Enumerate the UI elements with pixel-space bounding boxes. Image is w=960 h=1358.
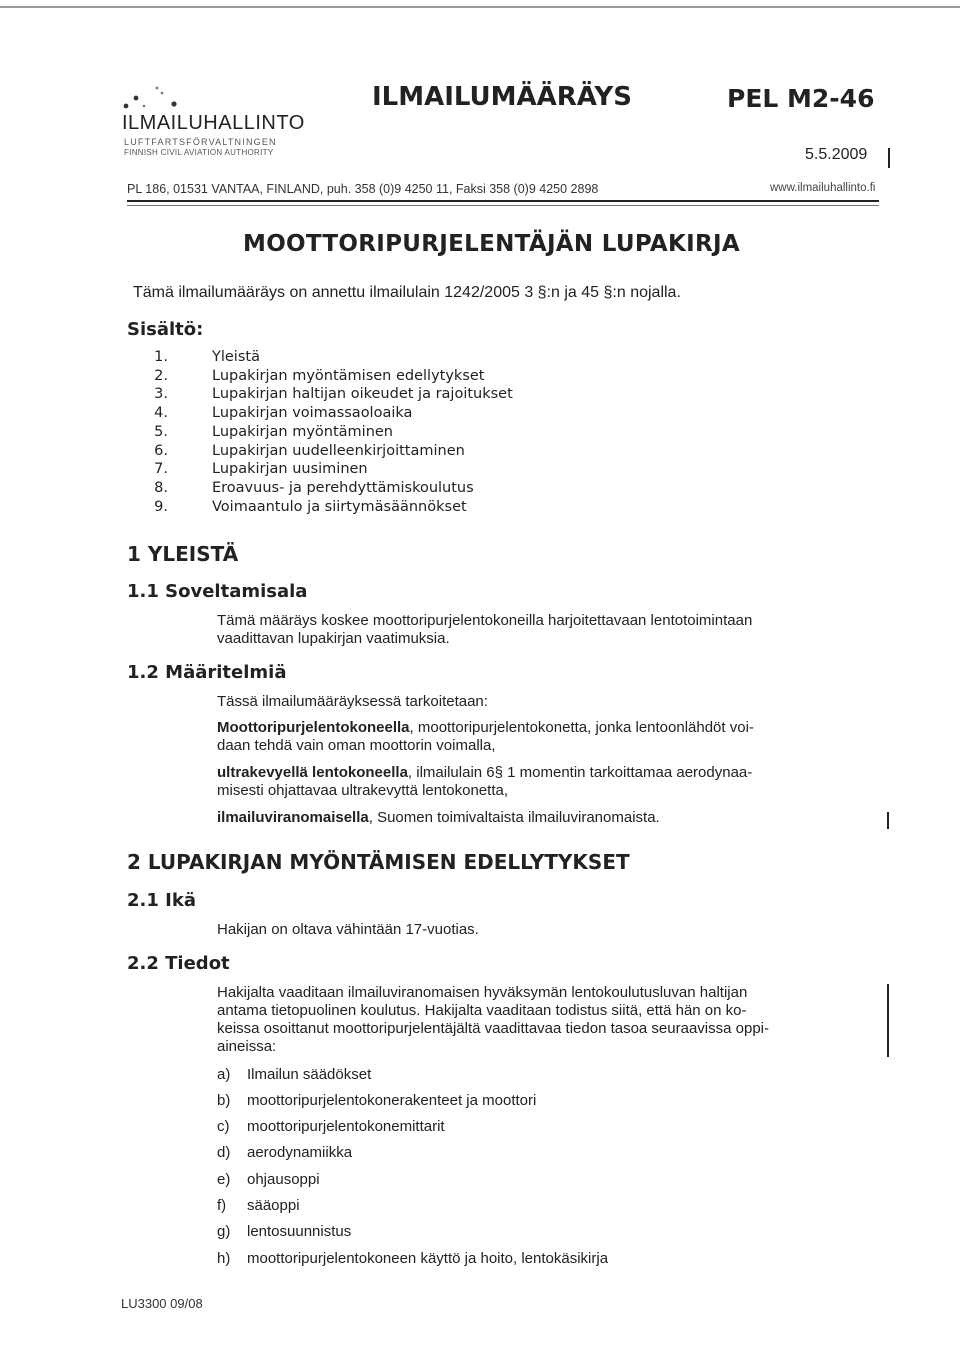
toc-item-label: Yleistä: [212, 349, 260, 365]
list-item-text: aerodynamiikka: [247, 1144, 353, 1161]
toc-item-number: 5.: [154, 424, 168, 440]
section-1-1-text-line: vaadittavan lupakirjan vaatimuksia.: [217, 630, 450, 647]
website-link[interactable]: www.ilmailuhallinto.fi: [770, 182, 876, 194]
toc-heading: Sisältö:: [127, 319, 204, 340]
revision-bar: [887, 812, 889, 829]
form-code: LU3300 09/08: [121, 1296, 203, 1311]
org-logo-name: ILMAILUHALLINTO: [122, 112, 305, 134]
toc-item-number: 9.: [154, 499, 168, 515]
section-1-2-intro: Tässä ilmailumääräyksessä tarkoitetaan:: [217, 693, 488, 710]
definition-term: Moottoripurjelentokoneella: [217, 719, 410, 736]
list-item-text: Ilmailun säädökset: [247, 1066, 372, 1083]
section-2-heading: 2 LUPAKIRJAN MYÖNTÄMISEN EDELLYTYKSET: [127, 850, 630, 874]
definition-line: [217, 809, 660, 827]
toc-item-label: Eroavuus- ja perehdyttämiskoulutus: [212, 480, 474, 496]
definition-term: ilmailuviranomaisella: [217, 809, 369, 826]
toc-item-label: Lupakirjan uudelleenkirjoittaminen: [212, 443, 465, 459]
logo-dots-icon: [118, 84, 188, 114]
definition-text: , ilmailulain 6§ 1 momentin tarkoittamaa aerodynaa-: [407, 764, 753, 781]
list-item-letter: c): [217, 1118, 230, 1135]
section-2-2-heading: 2.2 Tiedot: [127, 953, 230, 974]
section-2-1-text: Hakijan on oltava vähintään 17-vuotias.: [217, 921, 479, 938]
header-rule-top: [127, 200, 879, 202]
list-item-letter: a): [217, 1066, 231, 1083]
org-logo-subtitle-en: FINNISH CIVIL AVIATION AUTHORITY: [124, 148, 274, 157]
definition-text: misesti ohjattavaa ultrakevyttä lentokonetta,: [217, 782, 508, 799]
list-item-text: moottoripurjelentokonemittarit: [247, 1118, 445, 1135]
list-item-letter: e): [217, 1171, 231, 1188]
toc-item-number: 2.: [154, 368, 168, 384]
toc-item-number: 6.: [154, 443, 168, 459]
page-top-rule: [0, 6, 960, 8]
toc-item-label: Lupakirjan haltijan oikeudet ja rajoitukset: [212, 386, 513, 402]
section-2-1-heading: 2.1 Ikä: [127, 890, 196, 911]
toc-item-number: 3.: [154, 386, 168, 402]
document-date: 5.5.2009: [805, 146, 868, 163]
legal-basis-text: Tämä ilmailumääräys on annettu ilmailulain 1242/2005 3 §:n ja 45 §:n nojalla.: [133, 284, 681, 301]
toc-item-number: 1.: [154, 349, 168, 365]
section-2-2-text-line: aineissa:: [217, 1038, 277, 1055]
section-2-2-text-line: Hakijalta vaaditaan ilmailuviranomaisen hyväksymän lentokoulutusluvan haltijan: [217, 984, 748, 1001]
list-item-text: moottoripurjelentokonerakenteet ja moottori: [247, 1092, 537, 1109]
toc-item-label: Lupakirjan voimassaoloaika: [212, 405, 413, 421]
section-1-2-heading: 1.2 Määritelmiä: [127, 662, 287, 683]
list-item-letter: g): [217, 1223, 231, 1240]
revision-bar: [888, 148, 890, 168]
document-title: MOOTTORIPURJELENTÄJÄN LUPAKIRJA: [243, 231, 740, 257]
list-item-letter: f): [217, 1197, 227, 1214]
list-item-text: ohjausoppi: [247, 1171, 320, 1188]
list-item-text: sääoppi: [247, 1197, 300, 1214]
toc-item-label: Lupakirjan uusiminen: [212, 461, 368, 477]
toc-item-label: Lupakirjan myöntäminen: [212, 424, 393, 440]
org-logo-subtitle-sv: LUFTFARTSFÖRVALTNINGEN: [124, 137, 277, 147]
toc-item-number: 7.: [154, 461, 168, 477]
definition-text: , Suomen toimivaltaista ilmailuviranomaista.: [368, 809, 660, 826]
document-code: PEL M2-46: [727, 84, 875, 113]
contact-address: PL 186, 01531 VANTAA, FINLAND, puh. 358 (0)9 4250 11, Faksi 358 (0)9 4250 2898: [127, 182, 599, 196]
definition-term: ultrakevyellä lentokoneella: [217, 764, 408, 781]
list-item-letter: b): [217, 1092, 231, 1109]
definition-text: daan tehdä vain oman moottorin voimalla,: [217, 737, 496, 754]
list-item-text: moottoripurjelentokoneen käyttö ja hoito, lentokäsikirja: [247, 1250, 609, 1267]
section-1-1-text-line: Tämä määräys koskee moottoripurjelentokoneilla harjoitettavaan lentotoimintaan: [217, 612, 753, 629]
list-item-letter: d): [217, 1144, 231, 1161]
document-type: ILMAILUMÄÄRÄYS: [372, 82, 632, 112]
list-item-text: lentosuunnistus: [247, 1223, 352, 1240]
definition-line: [217, 764, 752, 782]
revision-bar: [887, 984, 889, 1057]
toc-item-number: 8.: [154, 480, 168, 496]
toc-item-label: Lupakirjan myöntämisen edellytykset: [212, 368, 485, 384]
header-rule-bottom: [127, 205, 879, 206]
definition-text: , moottoripurjelentokonetta, jonka lentoonlähdöt voi-: [409, 719, 754, 736]
list-item-letter: h): [217, 1250, 231, 1267]
toc-item-label: Voimaantulo ja siirtymäsäännökset: [212, 499, 467, 515]
definition-line: [217, 719, 754, 737]
section-2-2-text-line: keissa osoittanut moottoripurjelentäjältä vaadittavaa tiedon tasoa seuraavissa oppi-: [217, 1020, 769, 1037]
toc-item-number: 4.: [154, 405, 168, 421]
section-1-heading: 1 YLEISTÄ: [127, 542, 239, 566]
section-2-2-text-line: antama tietopuolinen koulutus. Hakijalta vaaditaan todistus siitä, että hän on ko-: [217, 1002, 747, 1019]
section-1-1-heading: 1.1 Soveltamisala: [127, 581, 308, 602]
